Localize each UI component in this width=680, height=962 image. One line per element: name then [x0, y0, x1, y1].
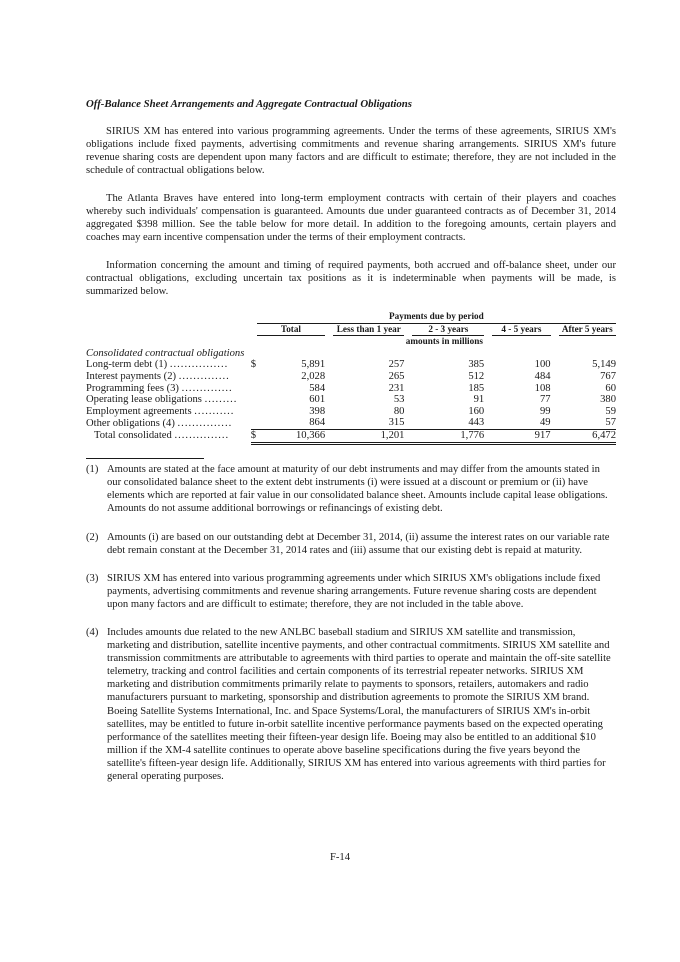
cell-total: 864	[264, 417, 325, 429]
footnote-text: Amounts (i) are based on our outstanding debt at December 31, 2014, (ii) assume the interest rates on our variable rate debt remain constant at the December 31, 2014 rates and (iii) assume that our existing debt is repaid at maturity.	[107, 532, 610, 557]
table-row	[86, 394, 616, 406]
column-header-4-5-years: 4 - 5 years	[492, 324, 550, 337]
cell-2-3-years: 91	[473, 394, 485, 406]
table-row	[86, 383, 616, 395]
cell-2-3-years: 185	[468, 382, 485, 394]
cell-4-5-years: 100	[534, 359, 551, 371]
cell-4-5-years: 49	[484, 417, 550, 429]
leader-dots: ..............	[181, 382, 233, 394]
table-total-row	[86, 429, 616, 443]
row-label: Programming fees (3)	[86, 382, 179, 394]
footnote-4	[86, 626, 616, 783]
dollar-sign	[251, 394, 264, 406]
cell-4-5-years: 77	[539, 394, 551, 406]
table-row	[86, 371, 616, 383]
dollar-sign: $	[251, 429, 264, 443]
cell-total: 5,891	[301, 359, 326, 371]
footnote-divider	[86, 458, 204, 459]
cell-less-than-1-year: 265	[388, 370, 405, 382]
cell-after-5-years: 380	[600, 394, 616, 406]
column-header-less-than-1-year: Less than 1 year	[333, 324, 404, 337]
cell-2-3-years: 512	[468, 370, 485, 382]
cell-total: 2,028	[301, 370, 326, 382]
cell-after-5-years: 767	[600, 370, 616, 382]
footnote-number: (2)	[86, 532, 99, 543]
cell-less-than-1-year: 1,201	[325, 429, 404, 443]
footnote-number: (4)	[86, 627, 99, 638]
table-row	[86, 406, 616, 418]
cell-2-3-years: 385	[468, 359, 485, 371]
table-group-header-row	[86, 311, 616, 324]
cell-2-3-years: 443	[404, 417, 484, 429]
cell-less-than-1-year: 231	[388, 382, 405, 394]
cell-total: 10,366	[264, 429, 325, 443]
cell-less-than-1-year: 315	[325, 417, 404, 429]
row-label: Employment agreements	[86, 405, 192, 417]
table-section-row	[86, 348, 616, 360]
paragraph-information: Information concerning the amount and timing of required payments, both accrued and off-balance sheet, under our contractual obligations, excluding uncertain tax positions as it is indeterminable when payments will be made, is summarized below.	[86, 260, 616, 298]
leader-dots: ................	[169, 359, 229, 371]
dollar-sign: $	[250, 359, 257, 371]
cell-4-5-years: 108	[534, 382, 551, 394]
page-number: F-14	[329, 852, 350, 863]
leader-dots: ...........	[194, 405, 235, 417]
cell-less-than-1-year: 257	[388, 359, 405, 371]
table-row	[86, 359, 616, 371]
units-label: amounts in millions	[405, 336, 483, 347]
footnote-1	[86, 463, 616, 515]
table-units-row	[86, 336, 616, 348]
cell-4-5-years: 484	[534, 370, 551, 382]
row-label: Operating lease obligations	[86, 394, 202, 406]
cell-4-5-years: 99	[539, 405, 551, 417]
footnote-text: Includes amounts due related to the new ANLBC baseball stadium and SIRIUS XM satellite and transmission, marketing and distribution, satellite incentive payments, and other contractual commitments. SIRIUS XM satellite and transmission commitments are attributable to agreements with third parties to operate and maintain the off-site satellite telemetry, tracking and control facilities and certain components of its terrestrial repeater networks. SIRIUS XM marketing and distribution commitments primarily relate to payments to sponsors, retailers, automakers and radio manufacturers pursuant to marketing, sponsorship and distribution agreements to promote the SIRIUS XM brand. Boeing Satellite Systems International, Inc. and Space Systems/Loral, the manufacturers of SIRIUS XM's in-orbit satellites, may be entitled to future in-orbit satellite incentive performance payments based on the expected operating performance of the satellites meeting their fifteen-year design life. Boeing may also be entitled to an additional $10 million if the XM-4 satellite continues to operate above baseline specifications during the five years beyond the satellite's fifteen-year design life. Additionally, SIRIUS XM has entered into various agreements with third parties for general operating purposes.	[107, 627, 611, 783]
leader-dots: ...............	[177, 417, 233, 429]
cell-2-3-years: 160	[468, 405, 485, 417]
cell-2-3-years: 1,776	[404, 429, 484, 443]
paragraph-braves: The Atlanta Braves have entered into long-term employment contracts with certain of their players and coaches whereby such individuals' compensation is guaranteed. Amounts due under guaranteed contracts as of December 31, 2014 aggregated $398 million. See the table below for more detail. In addition to the foregoing amounts, certain players and coaches may earn incentive compensation under the terms of their employment contracts.	[86, 193, 616, 244]
payments-due-header: Payments due by period	[257, 311, 616, 324]
cell-after-5-years: 57	[551, 417, 616, 429]
cell-after-5-years: 60	[605, 382, 616, 394]
cell-total: 398	[309, 405, 326, 417]
leader-dots: .........	[204, 394, 238, 406]
contractual-obligations-table	[86, 311, 616, 445]
row-label: Long-term debt (1)	[86, 359, 168, 371]
cell-after-5-years: 5,149	[592, 359, 616, 371]
row-label: Other obligations (4)	[86, 417, 175, 429]
footnote-number: (1)	[86, 464, 99, 475]
column-header-2-3-years: 2 - 3 years	[412, 324, 484, 337]
section-label: Consolidated contractual obligations	[86, 347, 245, 359]
row-label: Total consolidated	[94, 430, 172, 442]
cell-total: 584	[309, 382, 326, 394]
cell-total: 601	[309, 394, 326, 406]
cell-after-5-years: 59	[605, 405, 616, 417]
footnote-text: SIRIUS XM has entered into various programming agreements under which SIRIUS XM's obligations include fixed payments, advertising commitments and revenue sharing arrangements. Future revenue sharing costs are dependent upon many factors and are difficult to estimate; therefore, they are not included in the table above.	[107, 573, 601, 611]
column-header-total: Total	[257, 324, 325, 337]
dollar-sign	[251, 406, 264, 418]
table-column-header-row	[86, 324, 616, 337]
footnote-text: Amounts are stated at the face amount at maturity of our debt instruments and may differ from the amounts stated in our consolidated balance sheet to the extent debt instruments (i) were issued at a discount or premium or (ii) have elements which are reported at fair value in our consolidated balance sheet. Amounts include capital lease obligations. Amounts do not assume additional borrowings or refinancings of existing debt.	[107, 464, 608, 515]
dollar-sign	[251, 383, 264, 395]
cell-less-than-1-year: 80	[393, 405, 405, 417]
paragraph-programming: SIRIUS XM has entered into various programming agreements. Under the terms of these agreements, SIRIUS XM's obligations include fixed payments, advertising commitments and revenue sharing arrangements. SIRIUS XM's future revenue sharing costs are dependent upon many factors and are difficult to estimate; therefore, they are not included in the schedule of contractual obligations below.	[86, 126, 616, 177]
cell-4-5-years: 917	[484, 429, 550, 443]
cell-after-5-years: 6,472	[551, 429, 616, 443]
leader-dots: ..............	[178, 370, 230, 382]
footnote-number: (3)	[86, 573, 99, 584]
section-heading: Off-Balance Sheet Arrangements and Aggregate Contractual Obligations	[86, 98, 412, 110]
leader-dots: ...............	[174, 430, 230, 442]
cell-less-than-1-year: 53	[393, 394, 405, 406]
table-row	[86, 417, 616, 429]
column-header-after-5-years: After 5 years	[559, 324, 616, 337]
row-label: Interest payments (2)	[86, 370, 177, 382]
dollar-sign	[251, 417, 264, 429]
dollar-sign	[251, 371, 264, 383]
footnote-2	[86, 531, 616, 557]
footnote-3	[86, 572, 616, 611]
